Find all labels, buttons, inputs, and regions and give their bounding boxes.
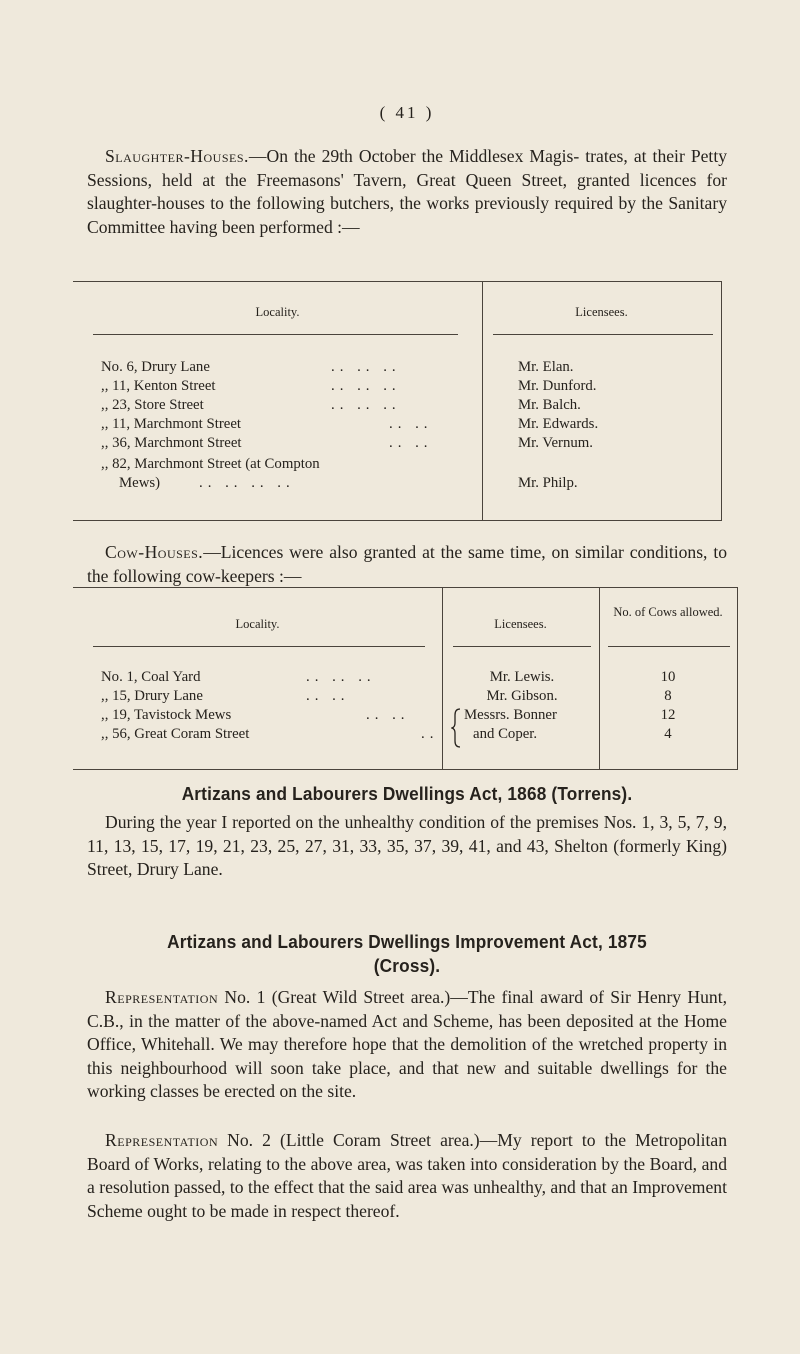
table-row: ,, 11, Kenton Street .. .. .. <box>101 378 401 394</box>
cow-houses-text: —Licences were also granted at the same time, on similar conditions, to the following cow-keepers :— <box>87 542 727 586</box>
representation-2-paragraph: Representation No. 2 (Little Coram Street area.)—My report to the Metropolitan Board of Works, relating to the above area, was taken into consideration by the Board, and a resolution passed, to the effect that the said area was unhealthy, and that an Improvement Scheme ought to be made in respect thereof. <box>87 1130 727 1221</box>
licensee-cell: and Coper. <box>473 726 538 742</box>
cow-houses-paragraph <box>87 541 727 588</box>
table-header-locality: Locality. <box>235 617 280 631</box>
locality-cell: ,, 82, Marchmont Street (at Compton <box>101 456 320 472</box>
table-header-locality: Locality. <box>255 305 300 319</box>
representation-1-paragraph: Representation No. 1 (Great Wild Street area.)—The final award of Sir Henry Hunt, C.B., in the matter of the above-named Act and Scheme, has been deposited at the Home Office, Whitehall. We may therefore hope that the demolition of the wretched property in this neighbourhood will soon take place, and that new and suitable dwellings for the working classes be erected on the site. <box>87 987 727 1101</box>
cows-cell: 10 <box>660 669 676 685</box>
table-row <box>101 456 320 473</box>
table-row: ,, 19, Tavistock Mews .. .. <box>101 707 410 723</box>
licensee-cell: Mr. Gibson. <box>486 688 558 704</box>
licensee-cell: Mr. Balch. <box>518 397 581 413</box>
slaughter-houses-text: —On the 29th October the Middlesex Magis- trates, at their Petty Sessions, held at the Freemasons' Tavern, Great Queen Street, granted licences for slaughter-houses to the following butchers, the works previously required by the Sanitary Committee having been performed :— <box>87 146 727 237</box>
table-row: Mews) .. .. .. .. <box>119 475 295 491</box>
locality-cell: No. 1, Coal Yard <box>101 669 201 685</box>
locality-cell: No. 6, Drury Lane <box>101 359 210 375</box>
locality-cell: ,, 23, Store Street <box>101 397 204 413</box>
locality-cell: ,, 56, Great Coram Street <box>101 726 250 742</box>
slaughter-houses-heading: Slaughter-Houses. <box>105 146 249 166</box>
cows-cell: 8 <box>664 688 672 704</box>
licensee-cell: Mr. Dunford. <box>518 378 597 394</box>
table-row: ,, 36, Marchmont Street .. .. <box>101 435 433 451</box>
slaughter-houses-table <box>73 281 735 523</box>
locality-cell: Mews) <box>119 475 161 491</box>
table-header-licensees: Licensees. <box>494 617 547 631</box>
act-1868-paragraph: During the year I reported on the unhealthy condition of the premises Nos. 1, 3, 5, 7, 9, 11, 13, 15, 17, 19, 21, 23, 25, 27, 31, 33, 35, 37, 39, 41, and 43, Shelton (formerly King) Street, Drury Lane. <box>87 812 727 879</box>
representation-1-heading: Representation <box>105 987 219 1007</box>
locality-cell: ,, 15, Drury Lane <box>101 688 203 704</box>
table-row: ,, 11, Marchmont Street .. .. <box>101 416 433 432</box>
licensee-cell: Mr. Lewis. <box>489 669 555 685</box>
licensee-cell: Messrs. Bonner <box>464 707 557 723</box>
table-row: ,, 23, Store Street .. .. .. <box>101 397 401 413</box>
table-row: ,, 56, Great Coram Street .. <box>101 726 439 742</box>
cow-houses-table <box>73 587 739 770</box>
slaughter-houses-paragraph <box>87 145 727 239</box>
act-1868-title: Artizans and Labourers Dwellings Act, 1868 (Torrens). <box>181 783 633 804</box>
table-row: No. 1, Coal Yard .. .. .. <box>101 669 376 685</box>
table-header-cows-allowed: No. of Cows allowed. <box>613 605 723 619</box>
locality-cell: ,, 36, Marchmont Street <box>101 435 242 451</box>
representation-2-heading: Representation <box>105 1130 219 1150</box>
locality-cell: ,, 11, Kenton Street <box>101 378 216 394</box>
act-1875-title: Artizans and Labourers Dwellings Improvement Act, 1875 (Cross). <box>167 931 647 976</box>
table-row: No. 6, Drury Lane .. .. .. <box>101 359 401 375</box>
page-number: ( 41 ) <box>379 103 435 122</box>
table-header-licensees: Licensees. <box>575 305 628 319</box>
brace-icon <box>451 707 463 749</box>
cow-houses-heading: Cow-Houses. <box>105 542 204 562</box>
locality-cell: ,, 11, Marchmont Street <box>101 416 241 432</box>
licensee-cell: Mr. Vernum. <box>518 435 593 451</box>
cows-cell: 4 <box>664 726 672 742</box>
locality-cell: ,, 19, Tavistock Mews <box>101 707 232 723</box>
licensee-cell: Mr. Philp. <box>518 475 578 491</box>
table-row: ,, 15, Drury Lane .. .. <box>101 688 350 704</box>
licensee-cell: Mr. Elan. <box>518 359 574 375</box>
licensee-cell: Mr. Edwards. <box>518 416 599 432</box>
cows-cell: 12 <box>660 707 676 723</box>
